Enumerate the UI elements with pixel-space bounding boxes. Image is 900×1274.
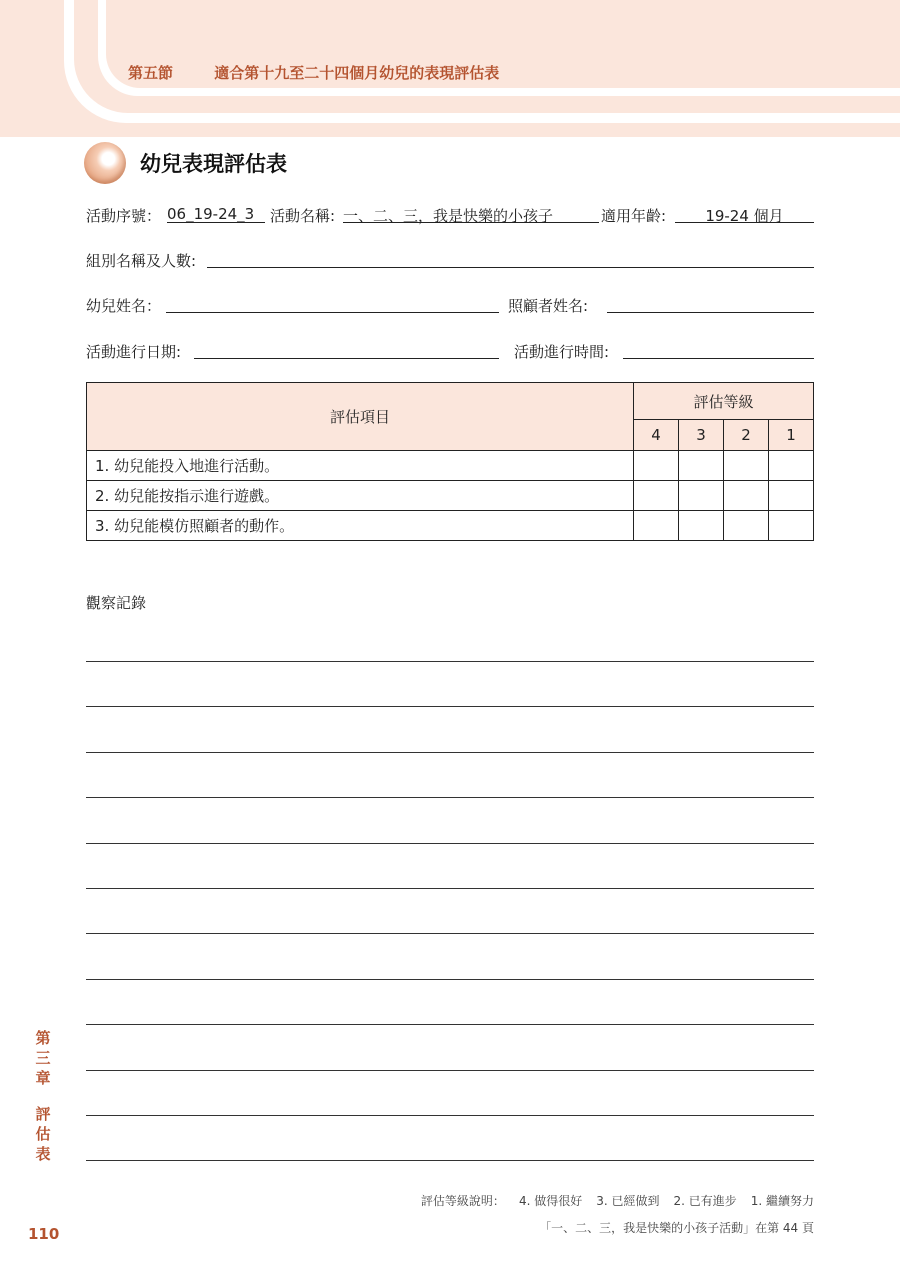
side-char: 表 — [35, 1145, 51, 1163]
legend-label: 評估等級說明： — [420, 1194, 505, 1208]
item-text: 3. 幼兒能模仿照顧者的動作。 — [87, 511, 634, 541]
page-number: 110 — [28, 1225, 60, 1243]
grade-cell[interactable] — [634, 511, 679, 541]
grade-cell[interactable] — [769, 511, 814, 541]
grade-3-header: 3 — [679, 420, 724, 451]
time-field[interactable] — [623, 341, 814, 359]
grade-cell[interactable] — [634, 481, 679, 511]
form-title-row — [84, 140, 287, 186]
date-field[interactable] — [194, 341, 499, 359]
section-title: 適合第十九至二十四個月幼兒的表現評估表 — [214, 64, 500, 82]
observation-line[interactable] — [86, 752, 814, 753]
side-char: 第 — [35, 1029, 51, 1047]
bullet-ball-icon — [84, 142, 126, 184]
activity-name-label: 活動名稱: — [270, 207, 336, 225]
activity-no-field[interactable]: 06_19-24_3 — [167, 205, 265, 223]
observation-line[interactable] — [86, 797, 814, 798]
side-char: 三 — [35, 1049, 51, 1067]
grade-legend — [421, 1192, 814, 1209]
grade-cell[interactable] — [679, 481, 724, 511]
section-number: 第五節 — [128, 64, 174, 82]
table-row — [87, 451, 814, 481]
observation-line[interactable] — [86, 1024, 814, 1025]
item-text: 1. 幼兒能投入地進行活動。 — [87, 451, 634, 481]
grade-2-header: 2 — [724, 420, 769, 451]
grade-cell[interactable] — [724, 481, 769, 511]
observation-line[interactable] — [86, 1160, 814, 1161]
observation-line[interactable] — [86, 1070, 814, 1071]
table-row — [87, 481, 814, 511]
observation-label: 觀察記錄 — [86, 594, 147, 612]
table-row — [87, 511, 814, 541]
legend-item: 4. 做得很好 — [518, 1194, 583, 1208]
group-label: 組別名稱及人數: — [86, 252, 197, 270]
grade-cell[interactable] — [634, 451, 679, 481]
observation-line[interactable] — [86, 706, 814, 707]
observation-line[interactable] — [86, 888, 814, 889]
date-label: 活動進行日期: — [86, 343, 182, 361]
observation-line[interactable] — [86, 933, 814, 934]
activity-no-label: 活動序號： — [86, 207, 162, 225]
grade-1-header: 1 — [769, 420, 814, 451]
side-char: 估 — [35, 1125, 51, 1143]
form-title: 幼兒表現評估表 — [140, 152, 287, 176]
caregiver-label: 照顧者姓名: — [508, 297, 589, 315]
grade-4-header: 4 — [634, 420, 679, 451]
age-label: 適用年齡: — [601, 207, 667, 225]
legend-item: 2. 已有進步 — [673, 1194, 737, 1208]
activity-name-field[interactable]: 一、二、三，我是快樂的小孩子 — [343, 205, 599, 223]
legend-item: 1. 繼續努力 — [750, 1194, 814, 1208]
section-heading — [128, 62, 499, 83]
observation-line[interactable] — [86, 843, 814, 844]
time-label: 活動進行時間: — [514, 343, 610, 361]
observation-line[interactable] — [86, 661, 814, 662]
side-char: 章 — [35, 1069, 51, 1087]
age-field[interactable]: 19-24 個月 — [675, 205, 814, 223]
activity-reference: 「一、二、三，我是快樂的小孩子活動」在第 44 頁 — [539, 1221, 814, 1235]
item-header: 評估項目 — [87, 383, 634, 451]
caregiver-field[interactable] — [607, 295, 814, 313]
side-char: 評 — [35, 1105, 51, 1123]
side-chapter-label — [34, 1028, 52, 1164]
grade-cell[interactable] — [724, 511, 769, 541]
grade-cell[interactable] — [679, 511, 724, 541]
side-spacer — [34, 1088, 52, 1104]
grade-cell[interactable] — [769, 451, 814, 481]
evaluation-table — [86, 382, 814, 541]
child-name-label: 幼兒姓名： — [86, 297, 162, 315]
grade-cell[interactable] — [769, 481, 814, 511]
grade-header: 評估等級 — [634, 383, 814, 420]
grade-cell[interactable] — [679, 451, 724, 481]
legend-item: 3. 已經做到 — [596, 1194, 660, 1208]
grade-cell[interactable] — [724, 451, 769, 481]
observation-line[interactable] — [86, 1115, 814, 1116]
group-field[interactable] — [207, 250, 814, 268]
child-name-field[interactable] — [166, 295, 499, 313]
observation-line[interactable] — [86, 979, 814, 980]
item-text: 2. 幼兒能按指示進行遊戲。 — [87, 481, 634, 511]
